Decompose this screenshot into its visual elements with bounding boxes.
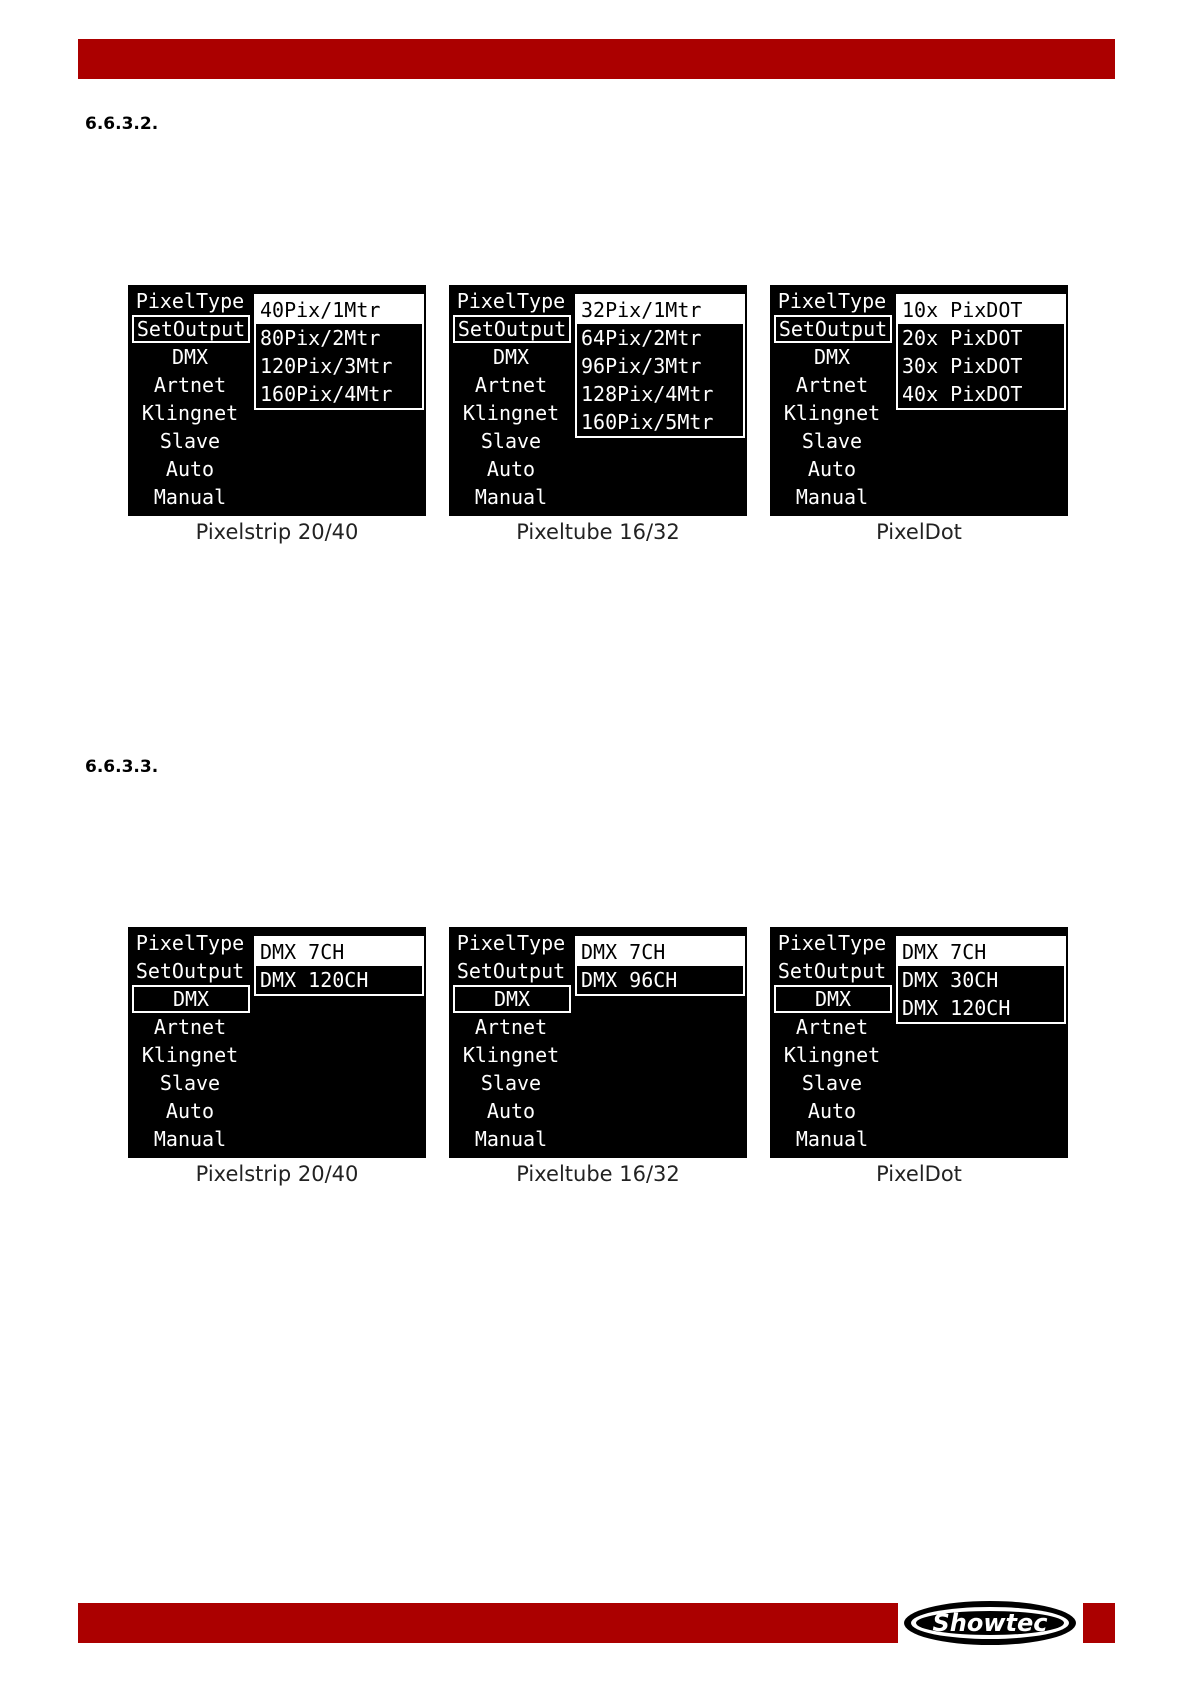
menu-item-klingnet: Klingnet — [462, 401, 560, 425]
submenu-item: 40x PixDOT — [902, 382, 1023, 406]
screen-caption: PixelDot — [876, 1162, 962, 1186]
section-number-6-6-3-3: 6.6.3.3. — [85, 757, 159, 777]
submenu-item: 10x PixDOT — [898, 296, 1064, 324]
submenu-item: 20x PixDOT — [902, 326, 1023, 350]
menu-item-manual: Manual — [474, 1127, 548, 1151]
lcd-screen — [449, 285, 747, 516]
submenu — [575, 936, 745, 996]
lcd-screen — [770, 285, 1068, 516]
section-number-6-6-3-2: 6.6.3.2. — [85, 114, 159, 134]
menu-item-manual: Manual — [153, 1127, 227, 1151]
menu-item-slave: Slave — [159, 1071, 221, 1095]
submenu-item: 80Pix/2Mtr — [260, 326, 381, 350]
submenu — [896, 294, 1066, 410]
menu-item-dmx: DMX — [132, 985, 250, 1013]
submenu-item: DMX 96CH — [581, 968, 678, 992]
submenu-item: DMX 120CH — [260, 968, 369, 992]
menu-item-setoutput: SetOutput — [456, 959, 566, 983]
menu-item-slave: Slave — [480, 429, 542, 453]
submenu — [254, 294, 424, 410]
submenu-item: DMX 7CH — [898, 938, 1064, 966]
menu-item-manual: Manual — [153, 485, 227, 509]
logo-text: Showtec — [932, 1609, 1048, 1637]
submenu-item: 96Pix/3Mtr — [581, 354, 702, 378]
screen-caption: Pixeltube 16/32 — [516, 1162, 680, 1186]
menu-item-slave: Slave — [801, 429, 863, 453]
menu-item-dmx: DMX — [774, 985, 892, 1013]
menu-item-pixeltype: PixelType — [135, 289, 245, 313]
menu-item-klingnet: Klingnet — [783, 1043, 881, 1067]
menu-item-setoutput: SetOutput — [135, 959, 245, 983]
menu-item-slave: Slave — [480, 1071, 542, 1095]
menu-item-pixeltype: PixelType — [456, 931, 566, 955]
menu-item-auto: Auto — [486, 1099, 536, 1123]
menu-item-auto: Auto — [165, 457, 215, 481]
menu-item-slave: Slave — [801, 1071, 863, 1095]
submenu-item: 64Pix/2Mtr — [581, 326, 702, 350]
menu-item-artnet: Artnet — [153, 373, 227, 397]
lcd-screen — [128, 285, 426, 516]
menu-item-artnet: Artnet — [153, 1015, 227, 1039]
menu-item-dmx: DMX — [813, 345, 851, 369]
submenu-item: DMX 30CH — [902, 968, 999, 992]
screen-caption: Pixelstrip 20/40 — [195, 520, 359, 544]
submenu-item: DMX 7CH — [577, 938, 743, 966]
menu-item-pixeltype: PixelType — [456, 289, 566, 313]
menu-item-manual: Manual — [795, 1127, 869, 1151]
screen-caption: Pixeltube 16/32 — [516, 520, 680, 544]
menu-item-slave: Slave — [159, 429, 221, 453]
menu-item-artnet: Artnet — [795, 373, 869, 397]
menu-item-setoutput: SetOutput — [453, 315, 571, 343]
menu-item-artnet: Artnet — [474, 1015, 548, 1039]
menu-item-auto: Auto — [807, 457, 857, 481]
menu-item-artnet: Artnet — [474, 373, 548, 397]
menu-item-auto: Auto — [486, 457, 536, 481]
showtec-logo — [898, 1596, 1083, 1650]
submenu-item: 40Pix/1Mtr — [256, 296, 422, 324]
submenu — [254, 936, 424, 996]
showtec-logo-graphic — [898, 1596, 1083, 1650]
menu-item-pixeltype: PixelType — [135, 931, 245, 955]
menu-item-setoutput: SetOutput — [132, 315, 250, 343]
menu-item-dmx: DMX — [171, 345, 209, 369]
submenu — [896, 936, 1066, 1024]
menu-item-klingnet: Klingnet — [462, 1043, 560, 1067]
submenu-item: DMX 7CH — [256, 938, 422, 966]
menu-item-pixeltype: PixelType — [777, 289, 887, 313]
submenu — [575, 294, 745, 438]
submenu-item: DMX 120CH — [902, 996, 1011, 1020]
submenu-item: 128Pix/4Mtr — [581, 382, 714, 406]
lcd-screen — [128, 927, 426, 1158]
submenu-item: 32Pix/1Mtr — [577, 296, 743, 324]
submenu-item: 160Pix/5Mtr — [581, 410, 714, 434]
lcd-screen — [449, 927, 747, 1158]
menu-item-dmx: DMX — [492, 345, 530, 369]
menu-item-auto: Auto — [807, 1099, 857, 1123]
screen-caption: Pixelstrip 20/40 — [195, 1162, 359, 1186]
menu-item-manual: Manual — [474, 485, 548, 509]
menu-item-klingnet: Klingnet — [141, 401, 239, 425]
menu-item-klingnet: Klingnet — [783, 401, 881, 425]
header-bar — [78, 39, 1115, 79]
menu-item-setoutput: SetOutput — [774, 315, 892, 343]
menu-item-artnet: Artnet — [795, 1015, 869, 1039]
menu-item-manual: Manual — [795, 485, 869, 509]
submenu-item: 120Pix/3Mtr — [260, 354, 393, 378]
lcd-screen — [770, 927, 1068, 1158]
menu-item-pixeltype: PixelType — [777, 931, 887, 955]
submenu-item: 30x PixDOT — [902, 354, 1023, 378]
screen-caption: PixelDot — [876, 520, 962, 544]
menu-item-klingnet: Klingnet — [141, 1043, 239, 1067]
menu-item-dmx: DMX — [453, 985, 571, 1013]
menu-item-auto: Auto — [165, 1099, 215, 1123]
menu-item-setoutput: SetOutput — [777, 959, 887, 983]
submenu-item: 160Pix/4Mtr — [260, 382, 393, 406]
